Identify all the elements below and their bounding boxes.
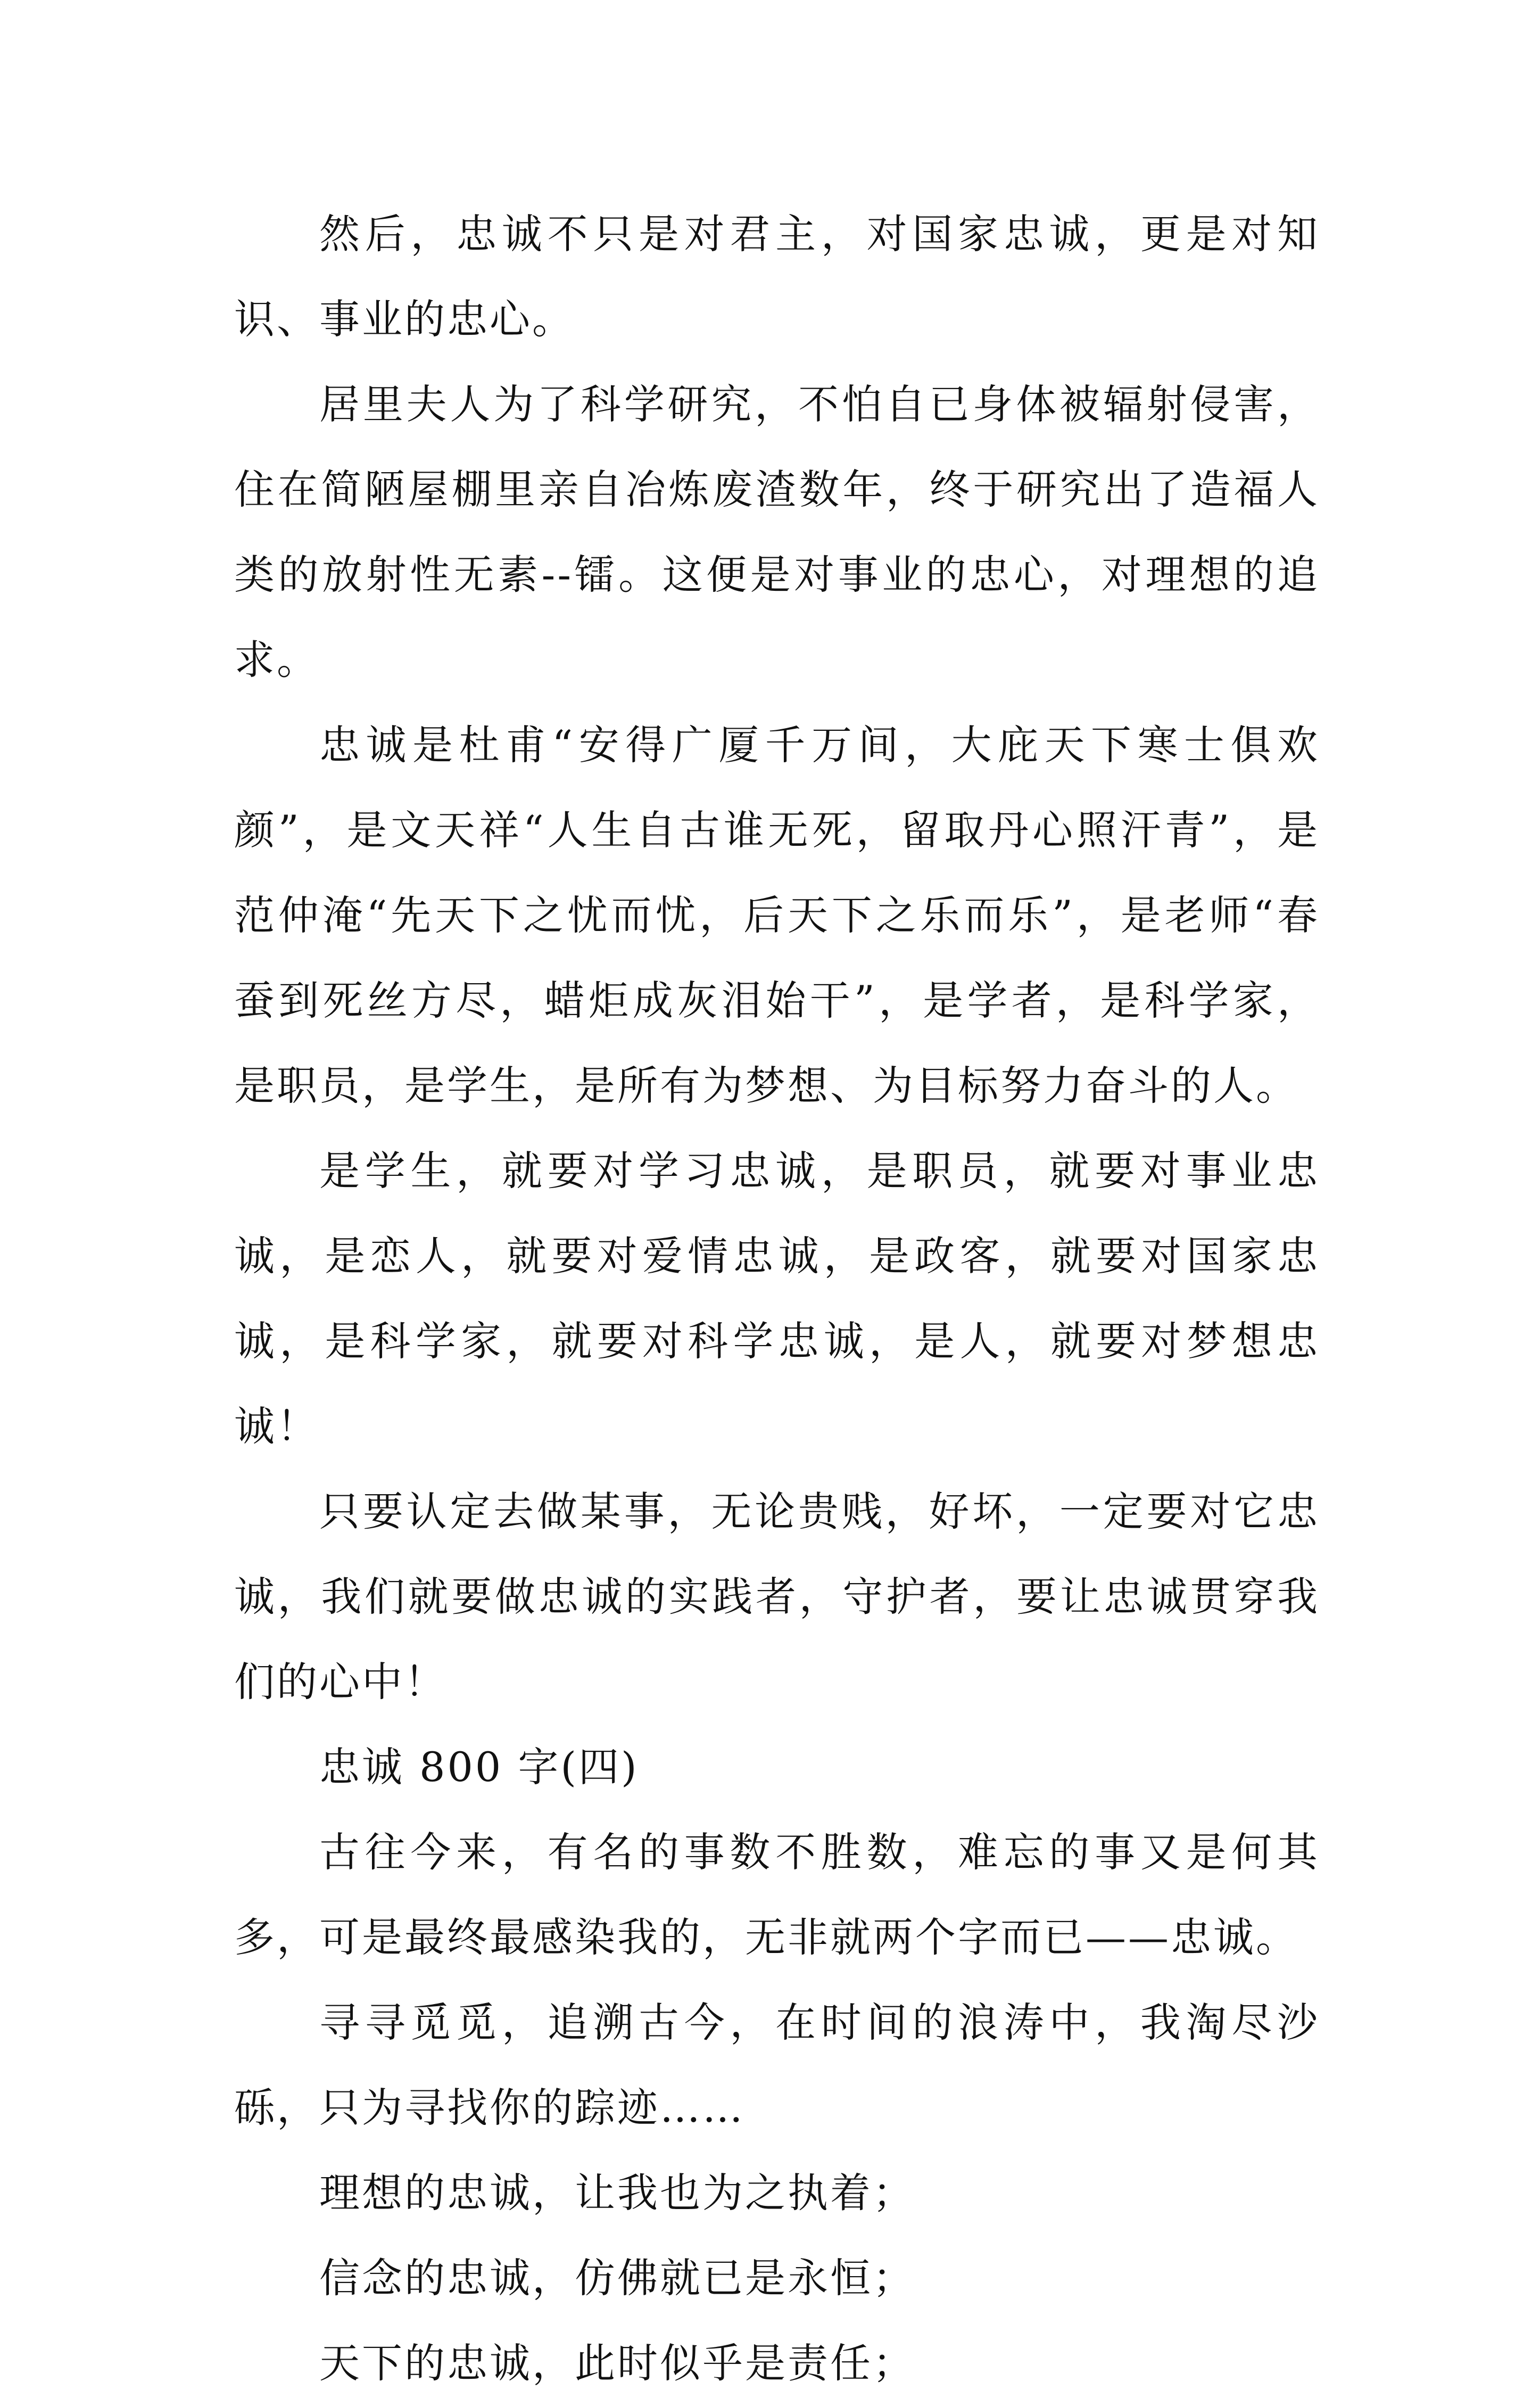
paragraph-ancient-to-modern: 古往今来，有名的事数不胜数，难忘的事又是何其多，可是最终最感染我的，无非就两个字而已——忠诚。 xyxy=(234,1828,1320,1961)
paragraph-madame-curie: 居里夫人为了科学研究，不怕自已身体被辐射侵害，住在简陋屋棚里亲自冶炼废渣数年，终于研究出了造福人类的放射性无素--镭。这便是对事业的忠心，对理想的追求。 xyxy=(234,381,1320,683)
paragraph-loyalty-to-knowledge: 然后，忠诚不只是对君主，对国家忠诚，更是对知识、事业的忠心。 xyxy=(234,210,1320,343)
line-belief-loyalty: 信念的忠诚，仿佛就已是永恒； xyxy=(319,2254,915,2302)
section-heading: 忠诚 800 字(四) xyxy=(319,1743,639,1791)
paragraph-practice-loyalty: 只要认定去做某事，无论贵贱，好坏，一定要对它忠诚，我们就要做忠诚的实践者，守护者，要让忠诚贯穿我们的心中！ xyxy=(234,1488,1320,1705)
paragraph-loyalty-examples: 忠诚是杜甫“安得广厦千万间，大庇天下寒士俱欢颜”，是文天祥“人生自古谁无死，留取丹心照汗青”，是范仲淹“先天下之忧而忧，后天下之乐而乐”，是老师“春蚕到死丝方尽，蜡炬成灰泪始干”，是学者，是科学家，是职员，是学生，是所有为梦想、为目标努力奋斗的人。 xyxy=(234,721,1320,1109)
line-world-loyalty: 天下的忠诚，此时似乎是责任； xyxy=(319,2339,915,2387)
body-text xyxy=(234,192,1320,2406)
paragraph-searching: 寻寻觅觅，追溯古今，在时间的浪涛中，我淘尽沙砾，只为寻找你的踪迹…… xyxy=(234,1999,1320,2131)
line-ideal-loyalty: 理想的忠诚，让我也为之执着； xyxy=(319,2169,915,2217)
paragraph-roles-loyalty: 是学生，就要对学习忠诚，是职员，就要对事业忠诚，是恋人，就要对爱情忠诚，是政客，就要对国家忠诚，是科学家，就要对科学忠诚，是人，就要对梦想忠诚！ xyxy=(234,1147,1320,1450)
